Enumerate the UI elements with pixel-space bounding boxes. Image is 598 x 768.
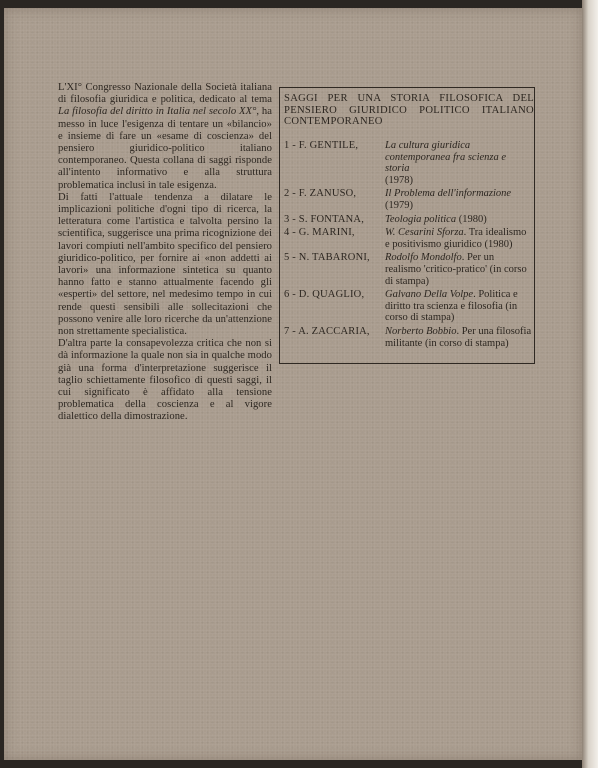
entry-author: 6 - D. QUAGLIO, [284, 289, 365, 301]
intro-text [58, 82, 272, 424]
entry-author: 2 - F. ZANUSO, [284, 188, 357, 200]
entry-work: Norberto Bobbio. Per una filosofia militante (in corso di stampa) [385, 325, 532, 349]
page-edge [582, 0, 598, 768]
entry-work: La cultura giuridica contemporanea fra scienza e storia (1978) [385, 140, 507, 186]
intro-paragraph-1: L'XI° Congresso Nazionale della Società italiana di filosofia giuridica e politica, dedicato al tema La filosofia del diritto in Italia nel secolo XX°, ha messo in luce l'esigenza di tentare un «bilancio» e insieme di fare un «esame di coscienza» del pensiero giuridico-politico italiano contemporaneo. Questa collana di saggi risponde all'intento informativo e alla struttura problematica inclusi in tale esigenza. [58, 82, 272, 191]
list-item [284, 326, 532, 349]
congress-theme: La filosofia del diritto in Italia nel secolo XX° [58, 106, 257, 118]
entry-author: 1 - F. GENTILE, [284, 140, 359, 151]
entry-work: W. Cesarini Sforza. Tra idealismo e positivismo giuridico (1980) [385, 227, 527, 250]
entry-work: Galvano Della Volpe. Politica e diritto tra scienza e filosofia (in corso di stampa) [385, 289, 518, 324]
list-item [284, 214, 532, 226]
list-item [284, 227, 532, 250]
entry-work: Rodolfo Mondolfo. Per un realismo 'critico-pratico' (in corso di stampa) [385, 252, 527, 287]
entry-work: Il Problema dell'informazione (1979) [385, 188, 512, 211]
intro-paragraph-2: Di fatti l'attuale tendenza a dilatare le implicazioni politiche d'ogni tipo di ricerca, la letteratura come l'artistica e talvolta persino la scientifica, suggerisce una prima ricognizione dei lavori compiuti nell'ambito specifico del pensiero giuridico-politico, per fornire ai «non addetti ai lavori» una informazione sintetica su quanto hanno fatto e stanno attualmente facendo gli «esperti» del settore, nel medesimo tempo in cui rende questi sensibili alle sollecitazioni che possono venire alle loro ricerche da un'attenzione non strettamente specialistica. [58, 191, 272, 338]
entry-author: 3 - S. FONTANA, [284, 213, 365, 225]
entry-author: 7 - A. ZACCARIA, [284, 325, 370, 337]
list-item [284, 289, 532, 324]
entry-author: 4 - G. MARINI, [284, 227, 355, 239]
intro-paragraph-3: D'altra parte la consapevolezza critica che non si dà informazione la quale non sia in qualche modo già una forma d'interpretazione suggerisce il taglio schiettamente filosofico di questi saggi, il cui significato è affidato alla tensione problematica della coscienza e al vigore dialettico della dimostrazione. [58, 338, 272, 423]
series-list [284, 140, 532, 351]
entry-author: 5 - N. TABARONI, [284, 252, 370, 264]
list-item [284, 252, 532, 287]
entry-work: Teologia politica (1980) [385, 213, 487, 225]
series-title: SAGGI PER UNA STORIA FILOSOFICA DEL PENSIERO GIURIDICO POLITICO ITALIANO CONTEMPORANEO [284, 93, 534, 127]
list-item [284, 140, 532, 186]
list-item [284, 188, 532, 211]
